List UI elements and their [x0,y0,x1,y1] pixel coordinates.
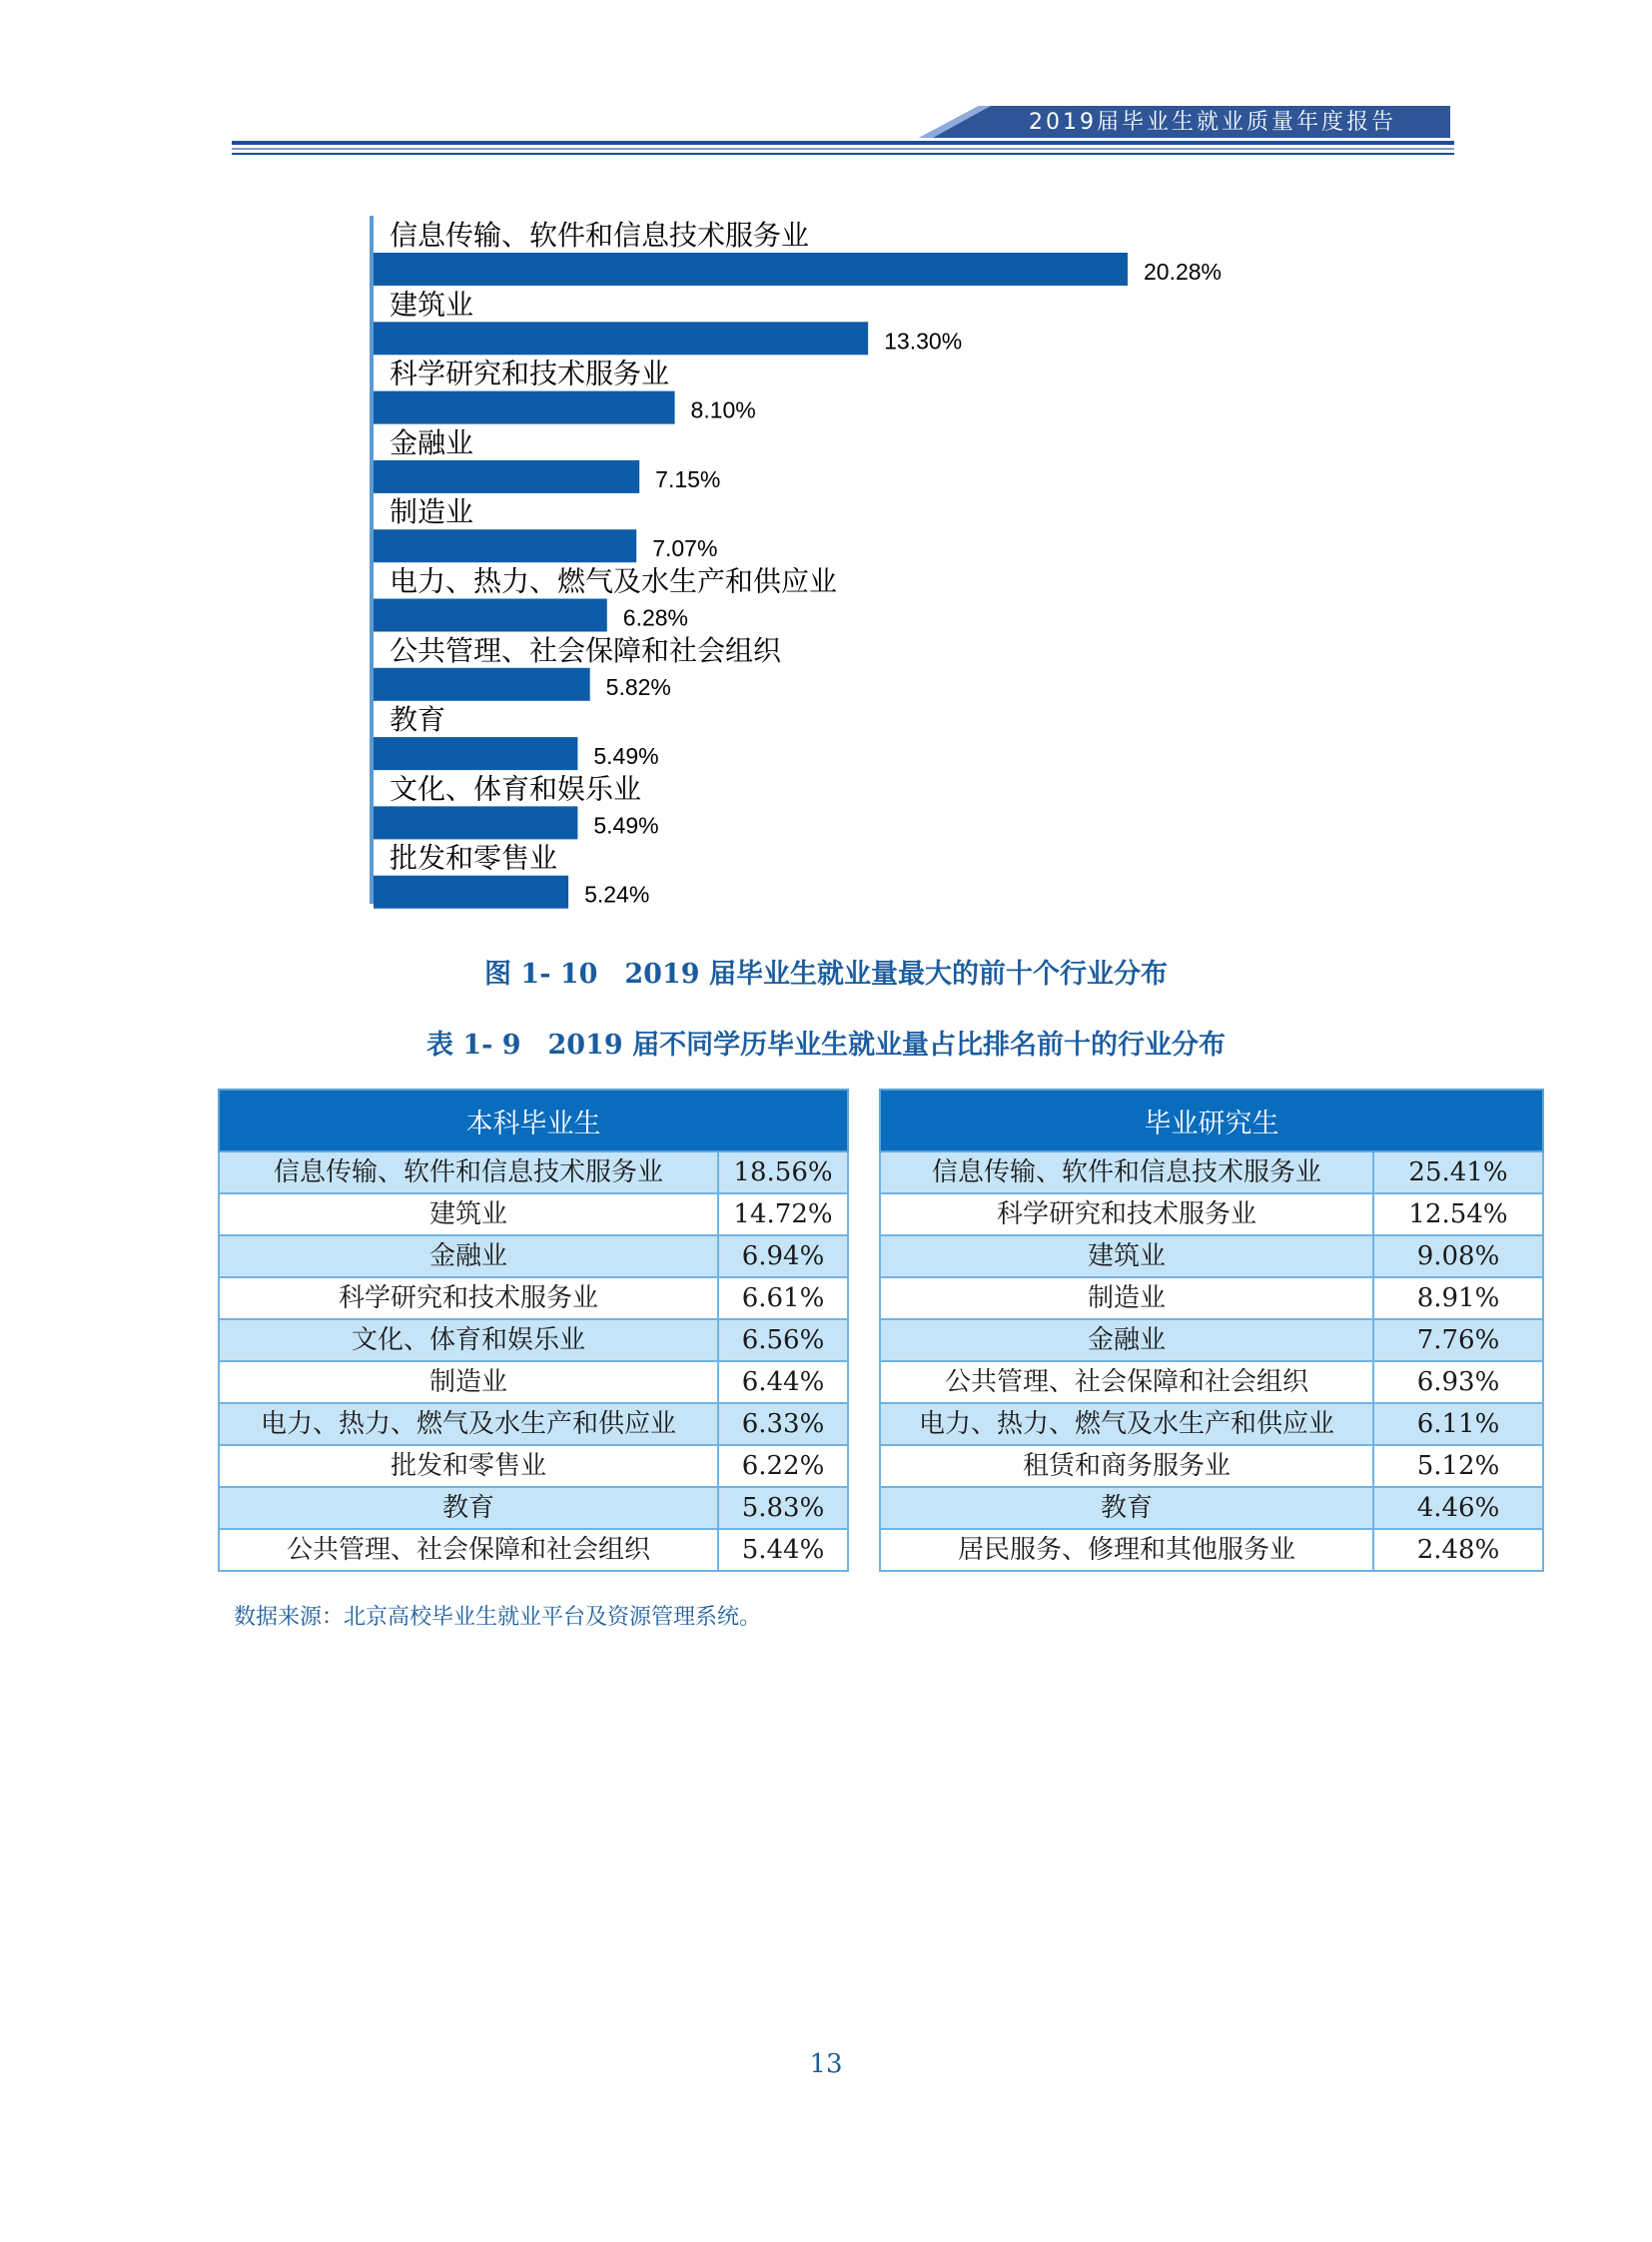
report-header-title: 2019届毕业生就业质量年度报告 [1029,110,1396,135]
industry-cell: 金融业 [880,1319,1373,1361]
bar-value-label: 8.10% [690,396,756,423]
industry-bar-chart [0,0,1652,939]
undergrad-industry-table [218,1089,849,1572]
share-cell: 5.83% [718,1487,848,1529]
table-row [219,1235,848,1277]
bar [374,876,568,909]
bar-category-label: 电力、热力、燃气及水生产和供应业 [390,564,838,598]
share-cell: 9.08% [1373,1235,1543,1277]
table-caption: 表 1- 9 2019 届不同学历毕业生就业量占比排名前十的行业分布 [425,1030,1227,1061]
table-row [880,1151,1543,1193]
industry-cell: 公共管理、社会保障和社会组织 [219,1529,718,1571]
share-cell: 18.56% [718,1151,848,1193]
share-cell: 4.46% [1373,1487,1543,1529]
share-cell: 2.48% [1373,1529,1543,1571]
industry-cell: 制造业 [880,1277,1373,1319]
table-row [219,1277,848,1319]
bar-category-label: 公共管理、社会保障和社会组织 [390,633,782,667]
share-cell: 6.11% [1373,1403,1543,1445]
industry-cell: 金融业 [219,1235,718,1277]
table-row [880,1445,1543,1487]
industry-cell: 教育 [880,1487,1373,1529]
bar [374,391,675,424]
bar [374,253,1128,286]
industry-cell: 建筑业 [880,1235,1373,1277]
data-source-note: 数据来源：北京高校毕业生就业平台及资源管理系统。 [234,1605,762,1630]
industry-cell: 租赁和商务服务业 [880,1445,1373,1487]
table-row [880,1487,1543,1529]
industry-cell: 居民服务、修理和其他服务业 [880,1529,1373,1571]
table-row [219,1445,848,1487]
industry-cell: 电力、热力、燃气及水生产和供应业 [219,1403,718,1445]
industry-cell: 电力、热力、燃气及水生产和供应业 [880,1403,1373,1445]
share-cell: 5.44% [718,1529,848,1571]
table-header: 毕业研究生 [880,1090,1543,1151]
industry-cell: 文化、体育和娱乐业 [219,1319,718,1361]
figure-caption: 图 1- 10 2019 届毕业生就业量最大的前十个行业分布 [484,959,1168,990]
table-row [219,1361,848,1403]
share-cell: 6.22% [718,1445,848,1487]
share-cell: 5.12% [1373,1445,1543,1487]
industry-cell: 制造业 [219,1361,718,1403]
industry-cell: 科学研究和技术服务业 [219,1277,718,1319]
bar [374,529,636,562]
bar-value-label: 13.30% [884,328,963,355]
bar-category-label: 信息传输、软件和信息技术服务业 [390,219,810,252]
industry-cell: 批发和零售业 [219,1445,718,1487]
bar-category-label: 金融业 [390,425,474,459]
table-row [880,1193,1543,1235]
share-cell: 6.93% [1373,1361,1543,1403]
table-row [880,1361,1543,1403]
table-row [219,1403,848,1445]
table-row [219,1529,848,1571]
bar-category-label: 制造业 [390,495,474,529]
table-header: 本科毕业生 [219,1090,848,1151]
bar-value-label: 6.28% [622,604,689,631]
share-cell: 12.54% [1373,1193,1543,1235]
bar [374,460,639,493]
bar-value-label: 7.15% [655,465,721,492]
bar-category-label: 批发和零售业 [390,841,558,875]
share-cell: 14.72% [718,1193,848,1235]
table-row [880,1529,1543,1571]
share-cell: 6.33% [718,1403,848,1445]
table-row [219,1193,848,1235]
bar-value-label: 5.24% [584,881,650,908]
table-row [880,1319,1543,1361]
bar [374,668,590,701]
bar [374,599,607,632]
industry-cell: 信息传输、软件和信息技术服务业 [880,1151,1373,1193]
table-row [880,1403,1543,1445]
share-cell: 8.91% [1373,1277,1543,1319]
bar-category-label: 科学研究和技术服务业 [390,357,670,390]
bar-category-label: 教育 [390,703,446,737]
table-row [880,1277,1543,1319]
table-row [880,1235,1543,1277]
bar-value-label: 7.07% [652,535,718,562]
page-number: 13 [809,2049,843,2079]
bar-category-label: 文化、体育和娱乐业 [390,772,642,806]
bar-value-label: 20.28% [1144,259,1223,285]
table-row [219,1151,848,1193]
bar [374,806,577,839]
industry-cell: 公共管理、社会保障和社会组织 [880,1361,1373,1403]
bar [374,737,577,770]
bar-value-label: 5.82% [605,673,671,700]
industry-cell: 建筑业 [219,1193,718,1235]
share-cell: 6.44% [718,1361,848,1403]
bar-category-label: 建筑业 [390,288,474,322]
share-cell: 6.61% [718,1277,848,1319]
bar [374,322,868,355]
share-cell: 7.76% [1373,1319,1543,1361]
share-cell: 6.56% [718,1319,848,1361]
table-row [219,1487,848,1529]
industry-cell: 教育 [219,1487,718,1529]
industry-cell: 信息传输、软件和信息技术服务业 [219,1151,718,1193]
grad-industry-table [879,1089,1544,1572]
share-cell: 25.41% [1373,1151,1543,1193]
share-cell: 6.94% [718,1235,848,1277]
bar-value-label: 5.49% [593,743,659,770]
industry-cell: 科学研究和技术服务业 [880,1193,1373,1235]
bar-value-label: 5.49% [593,812,659,839]
table-row [219,1319,848,1361]
